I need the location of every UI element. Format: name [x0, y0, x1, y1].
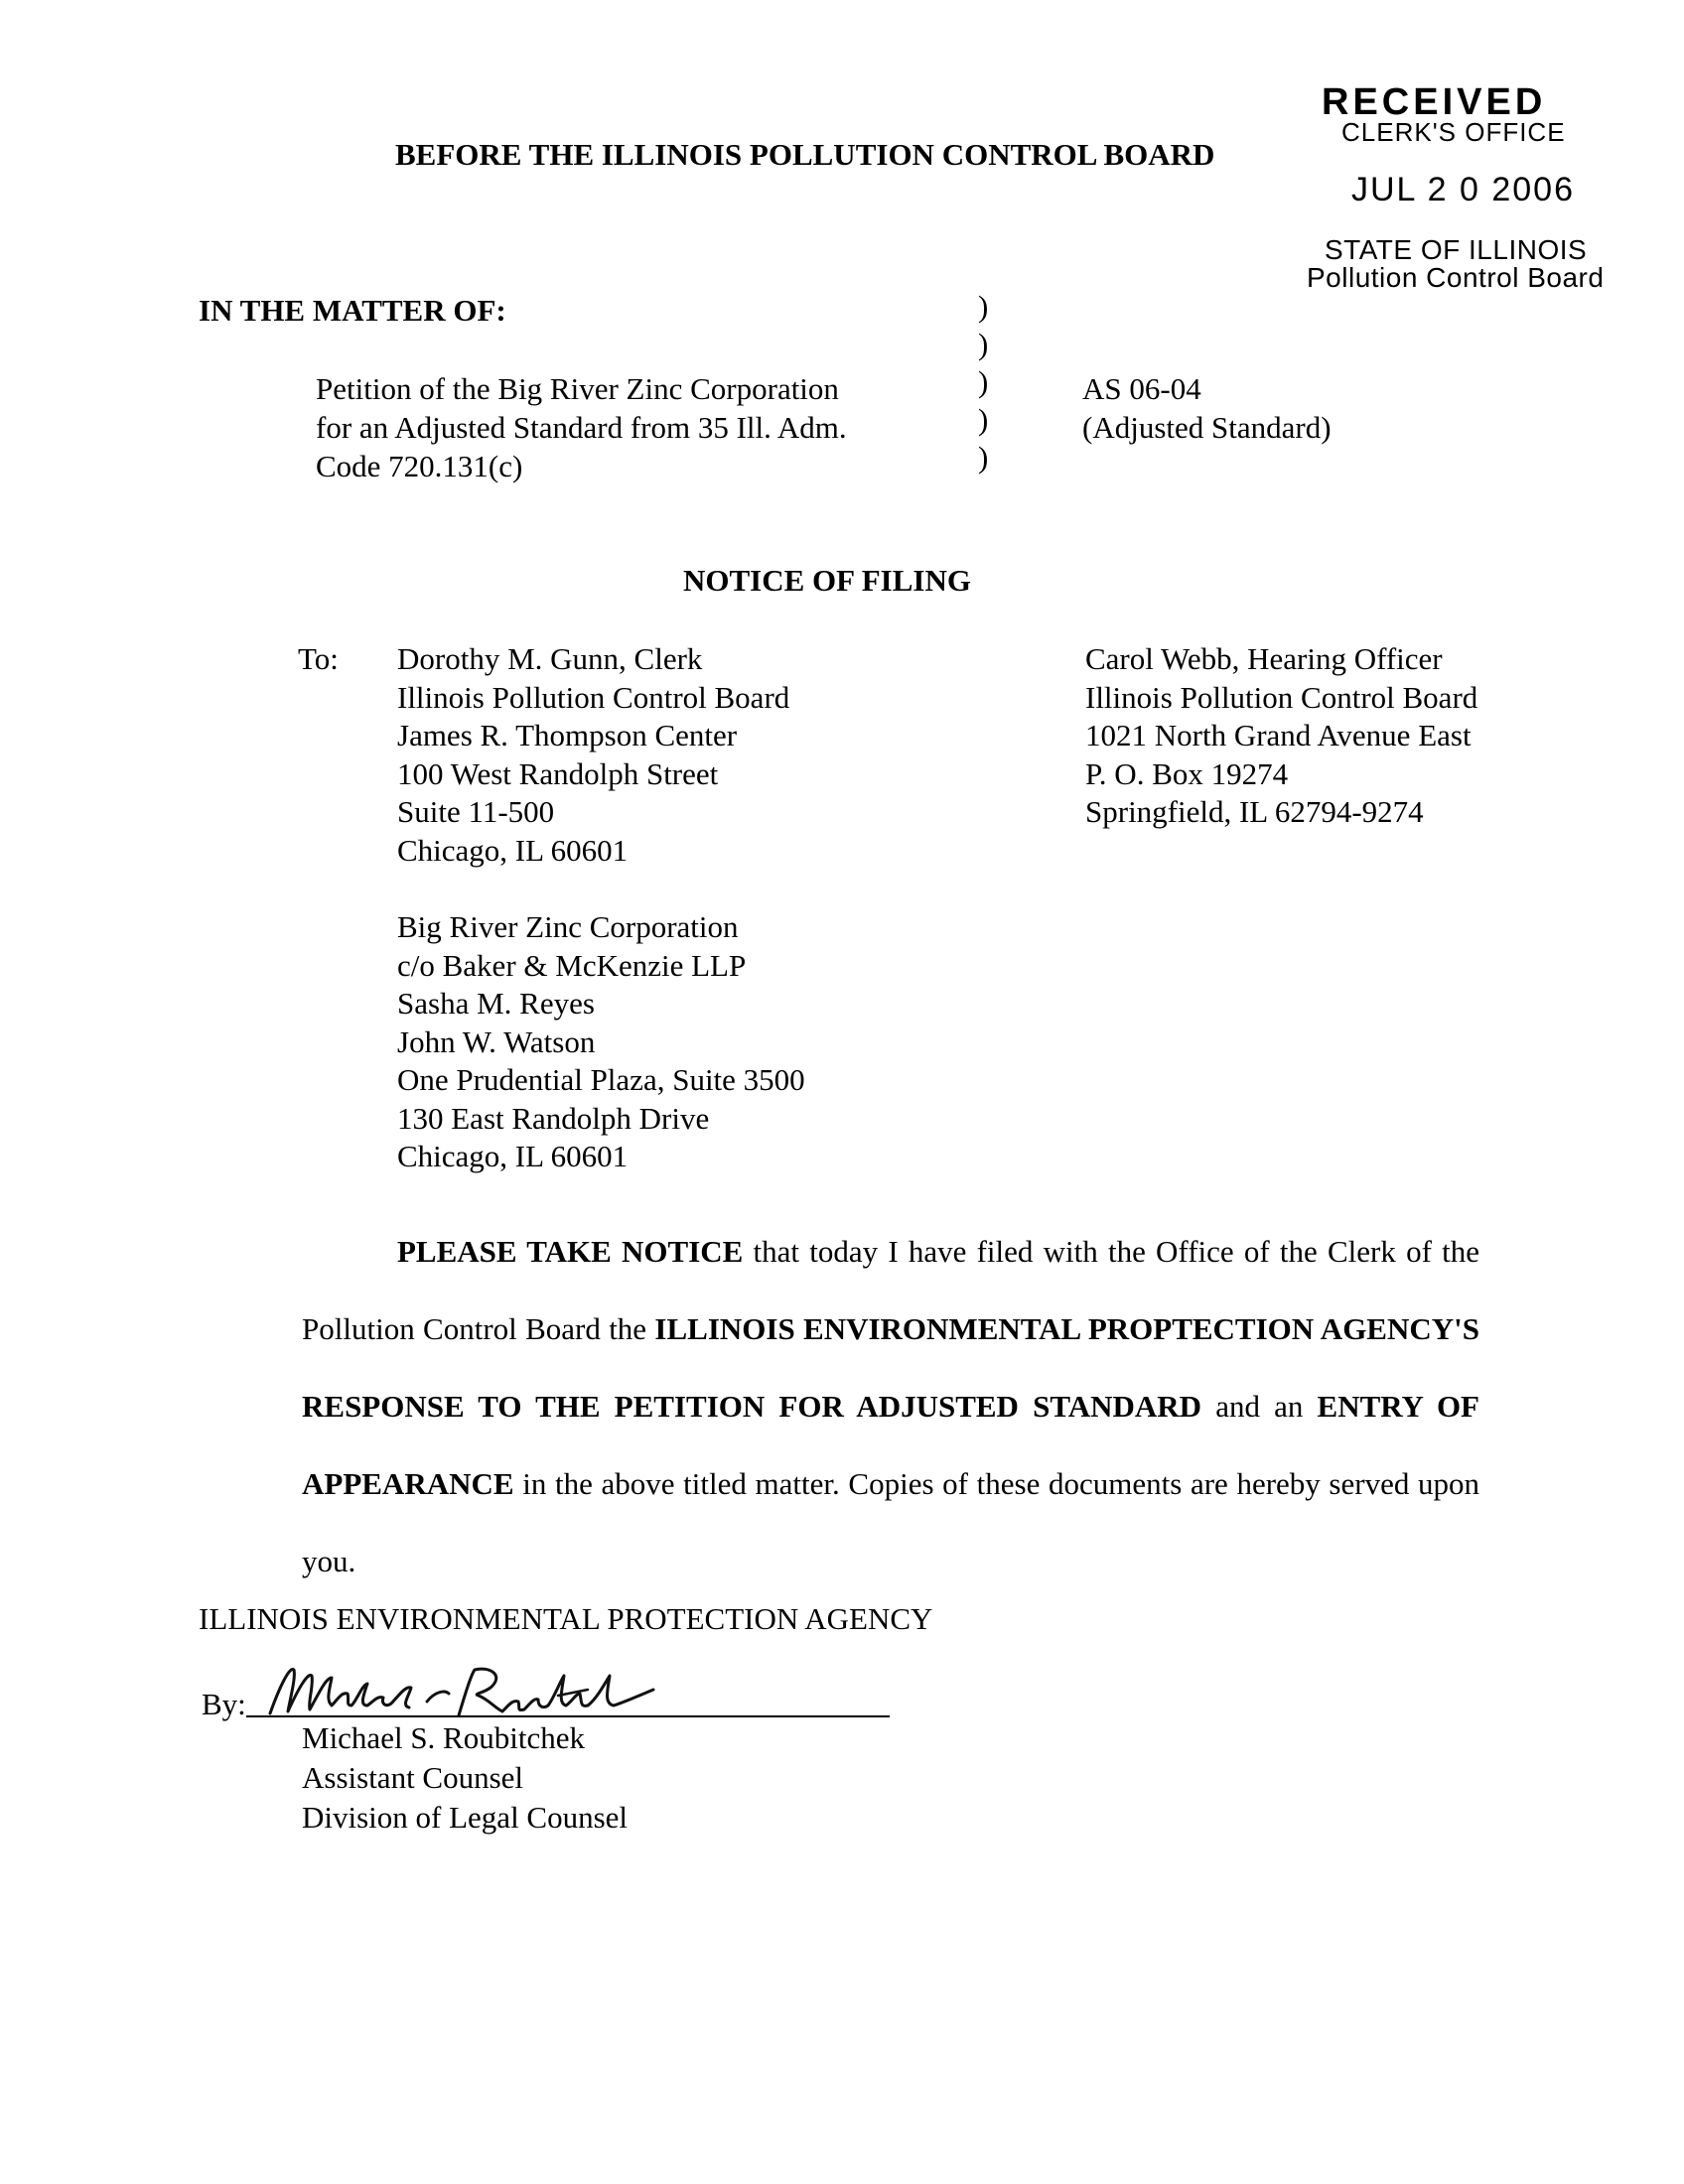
address-line: c/o Baker & McKenzie LLP: [397, 947, 747, 983]
petition-line: Code 720.131(c): [316, 449, 523, 483]
board-heading: BEFORE THE ILLINOIS POLLUTION CONTROL BOARD: [395, 137, 1215, 172]
document-title: ILLINOIS ENVIRONMENTAL PROPTECTION AGENCY'S RESPONSE TO THE PETITION FOR ADJUSTED STANDARD: [302, 1311, 1479, 1424]
by-label: By:: [202, 1687, 246, 1721]
received-stamp-state: STATE OF ILLINOIS: [1325, 234, 1588, 265]
to-label: To:: [298, 641, 339, 676]
petition-line: for an Adjusted Standard from 35 Ill. Adm.: [316, 410, 847, 445]
address-line: Illinois Pollution Control Board: [1085, 679, 1478, 715]
signer-name: Michael S. Roubitchek: [302, 1720, 585, 1755]
caption-parentheses: [978, 288, 988, 477]
body-text: that today I have filed with the Office of the Clerk of the Pollution Control Board the: [302, 1234, 1479, 1346]
petition-line: Petition of the Big River Zinc Corporation: [316, 371, 839, 406]
address-line: 130 East Randolph Drive: [397, 1100, 710, 1136]
caption-paren: ): [978, 327, 989, 361]
entry-of-appearance: ENTRY OF APPEARANCE: [302, 1389, 1479, 1501]
clerk-address: [397, 640, 789, 870]
handwritten-signature: [260, 1656, 677, 1725]
notice-body: [302, 1213, 1479, 1600]
caption-paren: ): [978, 289, 989, 324]
address-line: Springfield, IL 62794-9274: [1085, 794, 1424, 829]
received-stamp-board: Pollution Control Board: [1307, 262, 1605, 293]
address-line: Chicago, IL 60601: [397, 1139, 629, 1173]
caption-paren: ): [978, 364, 989, 399]
address-line: Dorothy M. Gunn, Clerk: [397, 641, 703, 676]
notice-paragraph: [302, 1213, 1479, 1600]
caption-paren: ): [978, 440, 989, 475]
body-text: and an: [1201, 1389, 1318, 1424]
address-line: Chicago, IL 60601: [397, 832, 629, 868]
signature-text: Michael Roubitchek: [260, 1656, 269, 1657]
signer-title: Assistant Counsel: [302, 1760, 524, 1795]
petition-title: [316, 370, 847, 486]
address-line: Sasha M. Reyes: [397, 986, 595, 1021]
address-line: Illinois Pollution Control Board: [397, 679, 790, 715]
hearing-officer-address: [1085, 640, 1477, 832]
address-line: Carol Webb, Hearing Officer: [1085, 641, 1443, 676]
case-info: [1082, 370, 1332, 448]
address-line: Big River Zinc Corporation: [397, 909, 739, 944]
petitioner-address: [397, 908, 805, 1176]
received-stamp-date: JUL 2 0 2006: [1351, 171, 1575, 208]
caption-paren: ): [978, 402, 989, 437]
agency-name: ILLINOIS ENVIRONMENTAL PROTECTION AGENCY: [199, 1601, 933, 1636]
notice-title: NOTICE OF FILING: [683, 563, 971, 598]
matter-label: IN THE MATTER OF:: [199, 293, 506, 328]
received-stamp-office: CLERK'S OFFICE: [1341, 117, 1566, 147]
address-line: One Prudential Plaza, Suite 3500: [397, 1062, 805, 1097]
address-line: P. O. Box 19274: [1085, 755, 1289, 791]
address-line: 1021 North Grand Avenue East: [1085, 718, 1472, 752]
address-line: James R. Thompson Center: [397, 718, 738, 752]
case-number: AS 06-04: [1082, 371, 1201, 406]
signer-division: Division of Legal Counsel: [302, 1800, 629, 1835]
address-line: Suite 11-500: [397, 794, 555, 829]
notice-lead: PLEASE TAKE NOTICE: [397, 1234, 744, 1269]
address-line: John W. Watson: [397, 1024, 596, 1059]
case-type: (Adjusted Standard): [1082, 410, 1332, 445]
body-text: in the above titled matter. Copies of these documents are hereby served upon you.: [302, 1466, 1479, 1578]
address-line: 100 West Randolph Street: [397, 755, 719, 791]
received-stamp-title: RECEIVED: [1322, 81, 1547, 123]
signer-block: [302, 1719, 628, 1839]
